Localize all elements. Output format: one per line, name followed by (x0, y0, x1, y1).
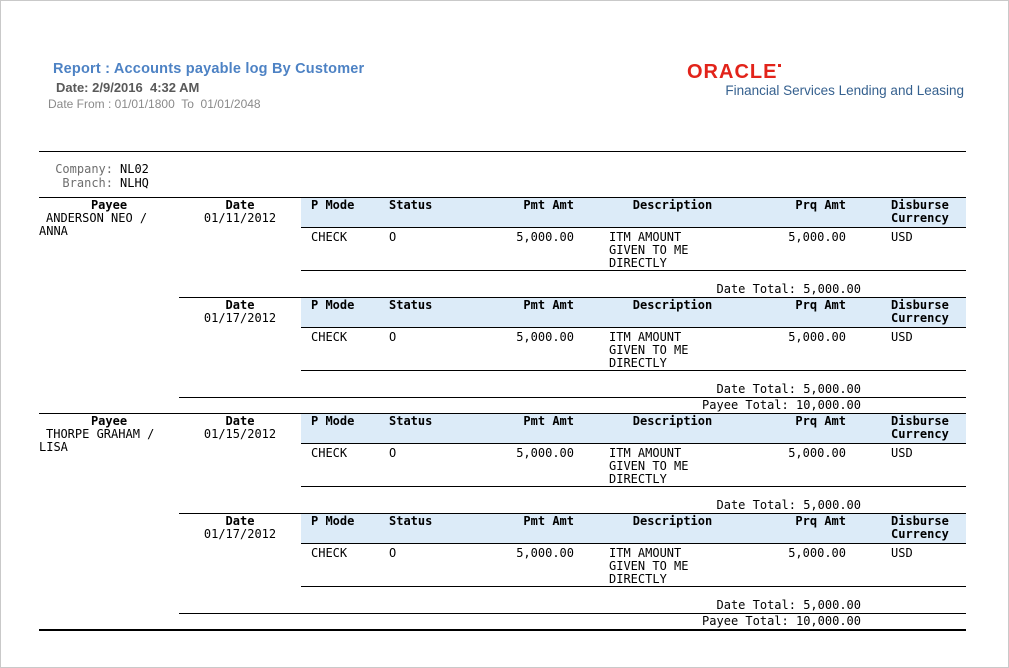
report-body (39, 151, 966, 631)
column-header-band (301, 298, 966, 328)
company-value: NL02 (120, 162, 149, 176)
pmode-column-header: P Mode (311, 298, 355, 312)
payee-block-anderson-date1 (39, 197, 966, 271)
disburse-currency-column-header: Disburse Currency (891, 514, 949, 541)
payee-column-header: Payee (90, 414, 128, 428)
date-value: 01/17/2012 (203, 527, 277, 541)
status-column-header: Status (389, 414, 433, 428)
pmode-value: CHECK (311, 546, 348, 560)
pmtamt-value: 5,000.00 (516, 546, 574, 560)
brand-tagline: Financial Services Lending and Leasing (725, 83, 964, 98)
disburse-currency-column-header: Disburse Currency (891, 414, 949, 441)
oracle-logo-mark-icon (778, 64, 781, 67)
date-value: 01/15/2012 (203, 427, 277, 441)
pmode-value: CHECK (311, 330, 348, 344)
date-column-header: Date (225, 298, 255, 312)
prqamt-value: 5,000.00 (788, 446, 846, 460)
description-column-header: Description (632, 414, 713, 428)
currency-value: USD (891, 446, 913, 460)
status-value: O (389, 230, 397, 244)
payee-block-thorpe-date2 (179, 514, 966, 587)
payee-total-row: Payee Total: 10,000.00 (39, 398, 966, 414)
branch-label: Branch: (62, 176, 113, 190)
description-value: ITM AMOUNT GIVEN TO ME DIRECTLY (609, 546, 689, 586)
company-line (39, 162, 966, 176)
date-column-header: Date (225, 198, 255, 212)
column-header-band (301, 414, 966, 444)
description-value: ITM AMOUNT GIVEN TO ME DIRECTLY (609, 330, 689, 370)
payee-block-anderson-date2 (179, 298, 966, 371)
description-value: ITM AMOUNT GIVEN TO ME DIRECTLY (609, 446, 689, 486)
pmode-value: CHECK (311, 446, 348, 460)
payment-row (301, 544, 966, 587)
payee-cell (39, 414, 179, 487)
payee-column-header: Payee (90, 198, 128, 212)
pmtamt-column-header: Pmt Amt (523, 198, 574, 212)
company-block (39, 152, 966, 197)
payee-block-thorpe-date1 (39, 414, 966, 487)
prqamt-value: 5,000.00 (788, 230, 846, 244)
report-date (56, 80, 199, 95)
report-date-value: 2/9/2016 4:32 AM (92, 80, 200, 95)
pmode-column-header: P Mode (311, 198, 355, 212)
prqamt-value: 5,000.00 (788, 546, 846, 560)
payment-row (301, 444, 966, 487)
currency-value: USD (891, 330, 913, 344)
pmode-value: CHECK (311, 230, 348, 244)
column-header-band (301, 198, 966, 228)
company-label: Company: (55, 162, 113, 176)
payment-row (301, 328, 966, 371)
prqamt-column-header: Prq Amt (795, 514, 846, 528)
pmtamt-column-header: Pmt Amt (523, 414, 574, 428)
payee-name-line2: LISA (39, 440, 68, 454)
description-column-header: Description (632, 198, 713, 212)
prqamt-column-header: Prq Amt (795, 298, 846, 312)
date-cell (179, 298, 301, 371)
branch-line (39, 176, 966, 190)
payee-name-line2: ANNA (39, 224, 68, 238)
pmtamt-value: 5,000.00 (516, 330, 574, 344)
currency-value: USD (891, 546, 913, 560)
description-column-header: Description (632, 514, 713, 528)
date-cell (179, 514, 301, 587)
report-date-label: Date: (56, 80, 89, 95)
pmode-column-header: P Mode (311, 514, 355, 528)
pmtamt-value: 5,000.00 (516, 230, 574, 244)
oracle-logo: ORACLE (687, 61, 781, 84)
prqamt-value: 5,000.00 (788, 330, 846, 344)
pmtamt-column-header: Pmt Amt (523, 514, 574, 528)
branch-value: NLHQ (120, 176, 149, 190)
date-total-row: Date Total: 5,000.00 (179, 383, 966, 398)
column-header-band (301, 514, 966, 544)
date-cell (179, 198, 301, 271)
date-value: 01/17/2012 (203, 311, 277, 325)
status-value: O (389, 330, 397, 344)
prqamt-column-header: Prq Amt (795, 198, 846, 212)
report-date-range: Date From : 01/01/1800 To 01/01/2048 (48, 97, 261, 111)
status-value: O (389, 446, 397, 460)
currency-value: USD (891, 230, 913, 244)
payee-total-row: Payee Total: 10,000.00 (39, 614, 966, 631)
pmode-column-header: P Mode (311, 414, 355, 428)
status-column-header: Status (389, 298, 433, 312)
status-column-header: Status (389, 514, 433, 528)
payee-name-line1: THORPE GRAHAM / (46, 427, 155, 441)
page-title: Report : Accounts payable log By Customer (53, 61, 365, 77)
status-value: O (389, 546, 397, 560)
date-total-row: Date Total: 5,000.00 (179, 283, 966, 298)
date-value: 01/11/2012 (203, 211, 277, 225)
date-column-header: Date (225, 514, 255, 528)
description-value: ITM AMOUNT GIVEN TO ME DIRECTLY (609, 230, 689, 270)
status-column-header: Status (389, 198, 433, 212)
pmtamt-column-header: Pmt Amt (523, 298, 574, 312)
date-total-row: Date Total: 5,000.00 (179, 499, 966, 514)
date-total-row: Date Total: 5,000.00 (179, 599, 966, 614)
description-column-header: Description (632, 298, 713, 312)
date-cell (179, 414, 301, 487)
disburse-currency-column-header: Disburse Currency (891, 198, 949, 225)
payee-cell (39, 198, 179, 271)
pmtamt-value: 5,000.00 (516, 446, 574, 460)
payee-name-line1: ANDERSON NEO / (46, 211, 148, 225)
payment-row (301, 228, 966, 271)
disburse-currency-column-header: Disburse Currency (891, 298, 949, 325)
prqamt-column-header: Prq Amt (795, 414, 846, 428)
date-column-header: Date (225, 414, 255, 428)
